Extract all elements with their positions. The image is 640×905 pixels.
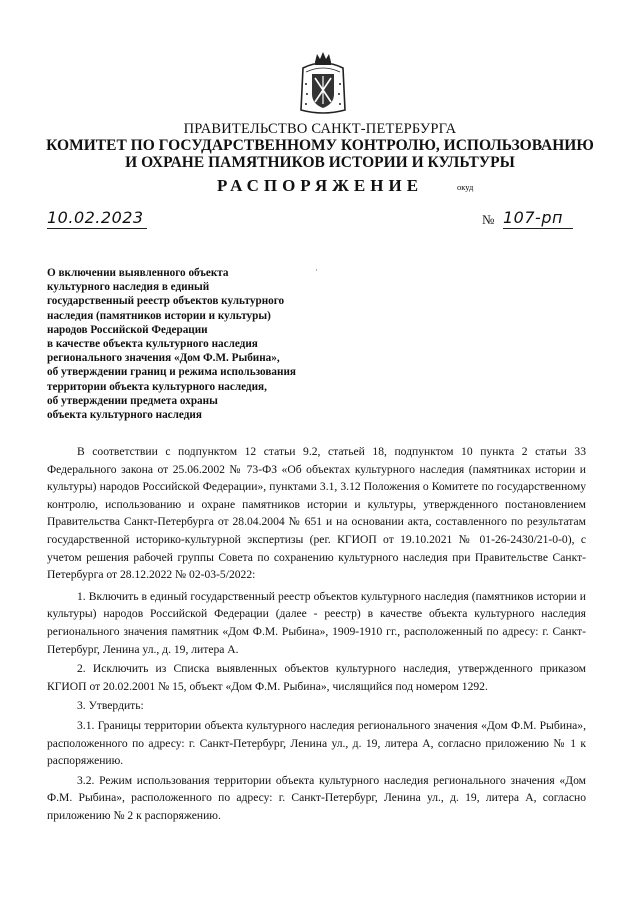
number-label: №: [482, 212, 495, 227]
clause-1: 1. Включить в единый государственный реестр объектов культурного наследия (памятников истории и культуры) народов Российской Федерации (далее - реестр) в качестве объекта культурного наследия регионального значения памятник «Дом Ф.М. Рыбина», 1909-1910 гг., расположенный по адресу: г. Санкт-Петербург, Ленина ул., д. 19, литера А.: [47, 589, 586, 656]
title-line: народов Российской Федерации: [47, 323, 208, 336]
stray-mark: ·: [315, 265, 318, 275]
clause-3-1: 3.1. Границы территории объекта культурного наследия регионального значения «Дом Ф.М. Рыбина», расположенного по адресу: г. Санкт-Петербург, Ленина ул., д. 19, литера А, согласно приложению № 1 к распоряжению.: [47, 718, 586, 768]
committee-line-2: И ОХРАНЕ ПАМЯТНИКОВ ИСТОРИИ И КУЛЬТУРЫ: [125, 154, 515, 171]
clause-3-2: 3.2. Режим использования территории объекта культурного наследия регионального значения «Дом Ф.М. Рыбина», расположенного по адресу: г. Санкт-Петербург, Ленина ул., д. 19, литера А, согласно приложению № 2 к распоряжению.: [47, 773, 586, 822]
document-date: 10.02.2023: [47, 208, 147, 229]
title-line: наследия (памятников истории и культуры): [47, 309, 271, 322]
document-type: РАСПОРЯЖЕНИЕ: [216, 176, 424, 195]
title-line: территории объекта культурного наследия,: [47, 380, 267, 393]
committee-line-1: КОМИТЕТ ПО ГОСУДАРСТВЕННОМУ КОНТРОЛЮ, ИСПОЛЬЗОВАНИЮ: [46, 137, 594, 154]
title-line: об утверждении границ и режима использования: [47, 366, 296, 379]
title-line: об утверждении предмета охраны: [47, 394, 218, 407]
document-number: 107-рп: [503, 208, 573, 229]
okud-label: окуд: [457, 182, 474, 192]
title-line: регионального значения «Дом Ф.М. Рыбина»,: [47, 352, 280, 365]
document-body: [47, 443, 586, 824]
title-line: культурного наследия в единый: [47, 281, 210, 294]
preamble-paragraph: В соответствии с подпунктом 12 статьи 9.2, статьей 18, подпунктом 10 пункта 2 статьи 33 Федерального закона от 25.06.2002 № 73-ФЗ «Об объектах культурного наследия (памятниках истории и культуры) народов Российской Федерации», пунктами 3.1, 3.12 Положения о Комитете по государственному контролю, использованию и охране памятников истории и культуры, утвержденного постановлением Правительства Санкт-Петербурга от 28.04.2004 № 651 и на основании акта, составленного по результатам государственной историко-культурной экспертизы (рег. КГИОП от 19.10.2021 № 01-26-2430/21-0-0), с учетом решения рабочей группы Совета по сохранению культурного наследия при Правительстве Санкт-Петербурга от 28.12.2022 № 02-03-5/2022:: [47, 445, 586, 582]
government-heading: ПРАВИТЕЛЬСТВО САНКТ-ПЕТЕРБУРГА: [183, 121, 457, 137]
document-title: [47, 266, 347, 422]
coat-of-arms-icon: [297, 50, 349, 116]
title-line: государственный реестр объектов культурного: [47, 295, 285, 308]
title-line: объекта культурного наследия: [47, 409, 202, 422]
committee-heading: [0, 137, 640, 171]
title-line: О включении выявленного объекта: [47, 267, 229, 279]
clause-2: 2. Исключить из Списка выявленных объектов культурного наследия, утвержденного приказом КГИОП от 20.02.2001 № 15, объект «Дом Ф.М. Рыбина», числящийся под номером 1292.: [47, 662, 586, 693]
clause-3: 3. Утвердить:: [77, 699, 144, 713]
title-line: в качестве объекта культурного наследия: [47, 338, 258, 351]
